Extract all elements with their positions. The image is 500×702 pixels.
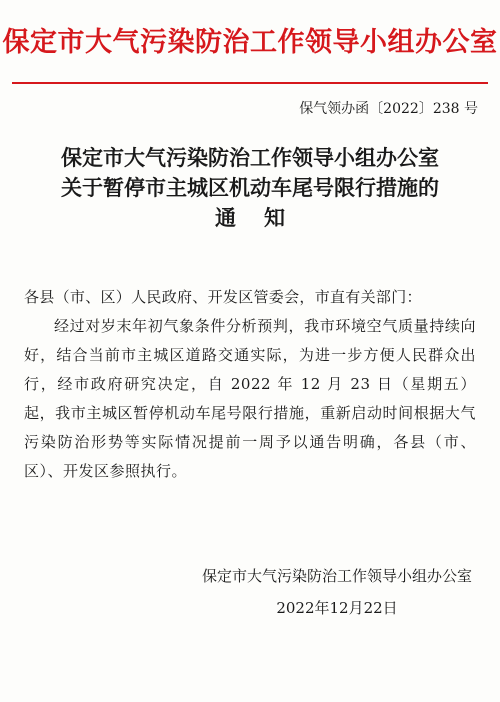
salutation: 各县（市、区）人民政府、开发区管委会，市直有关部门： — [24, 288, 422, 306]
notice-title-line-3: 通知 — [215, 205, 313, 230]
signature-block — [202, 560, 472, 624]
body-paragraph: 经过对岁末年初气象条件分析预判，我市环境空气质量持续向好，结合当前市主城区道路交通实际，为进一步方便人民群众出行，经市政府研究决定，自 2022 年 12 月 23 日（星期五）起，我市主城区暂停机动车尾号限行措施，重新启动时间根据大气污染防治形势等实际情况提前一周予以通告明确，各县（市、区）、开发区参照执行。 — [24, 317, 476, 480]
org-header-title: 保定市大气污染防治工作领导小组办公室 — [2, 27, 498, 58]
red-header-rule — [12, 82, 488, 84]
notice-body — [24, 283, 476, 486]
notice-title — [0, 143, 500, 233]
notice-title-line-1: 保定市大气污染防治工作领导小组办公室 — [61, 145, 439, 170]
notice-title-line-2: 关于暂停市主城区机动车尾号限行措施的 — [61, 175, 439, 200]
issuer-name: 保定市大气污染防治工作领导小组办公室 — [201, 567, 472, 585]
document-number: 保气领办函〔2022〕238 号 — [299, 101, 478, 117]
issue-date: 2022年12月22日 — [276, 599, 398, 617]
